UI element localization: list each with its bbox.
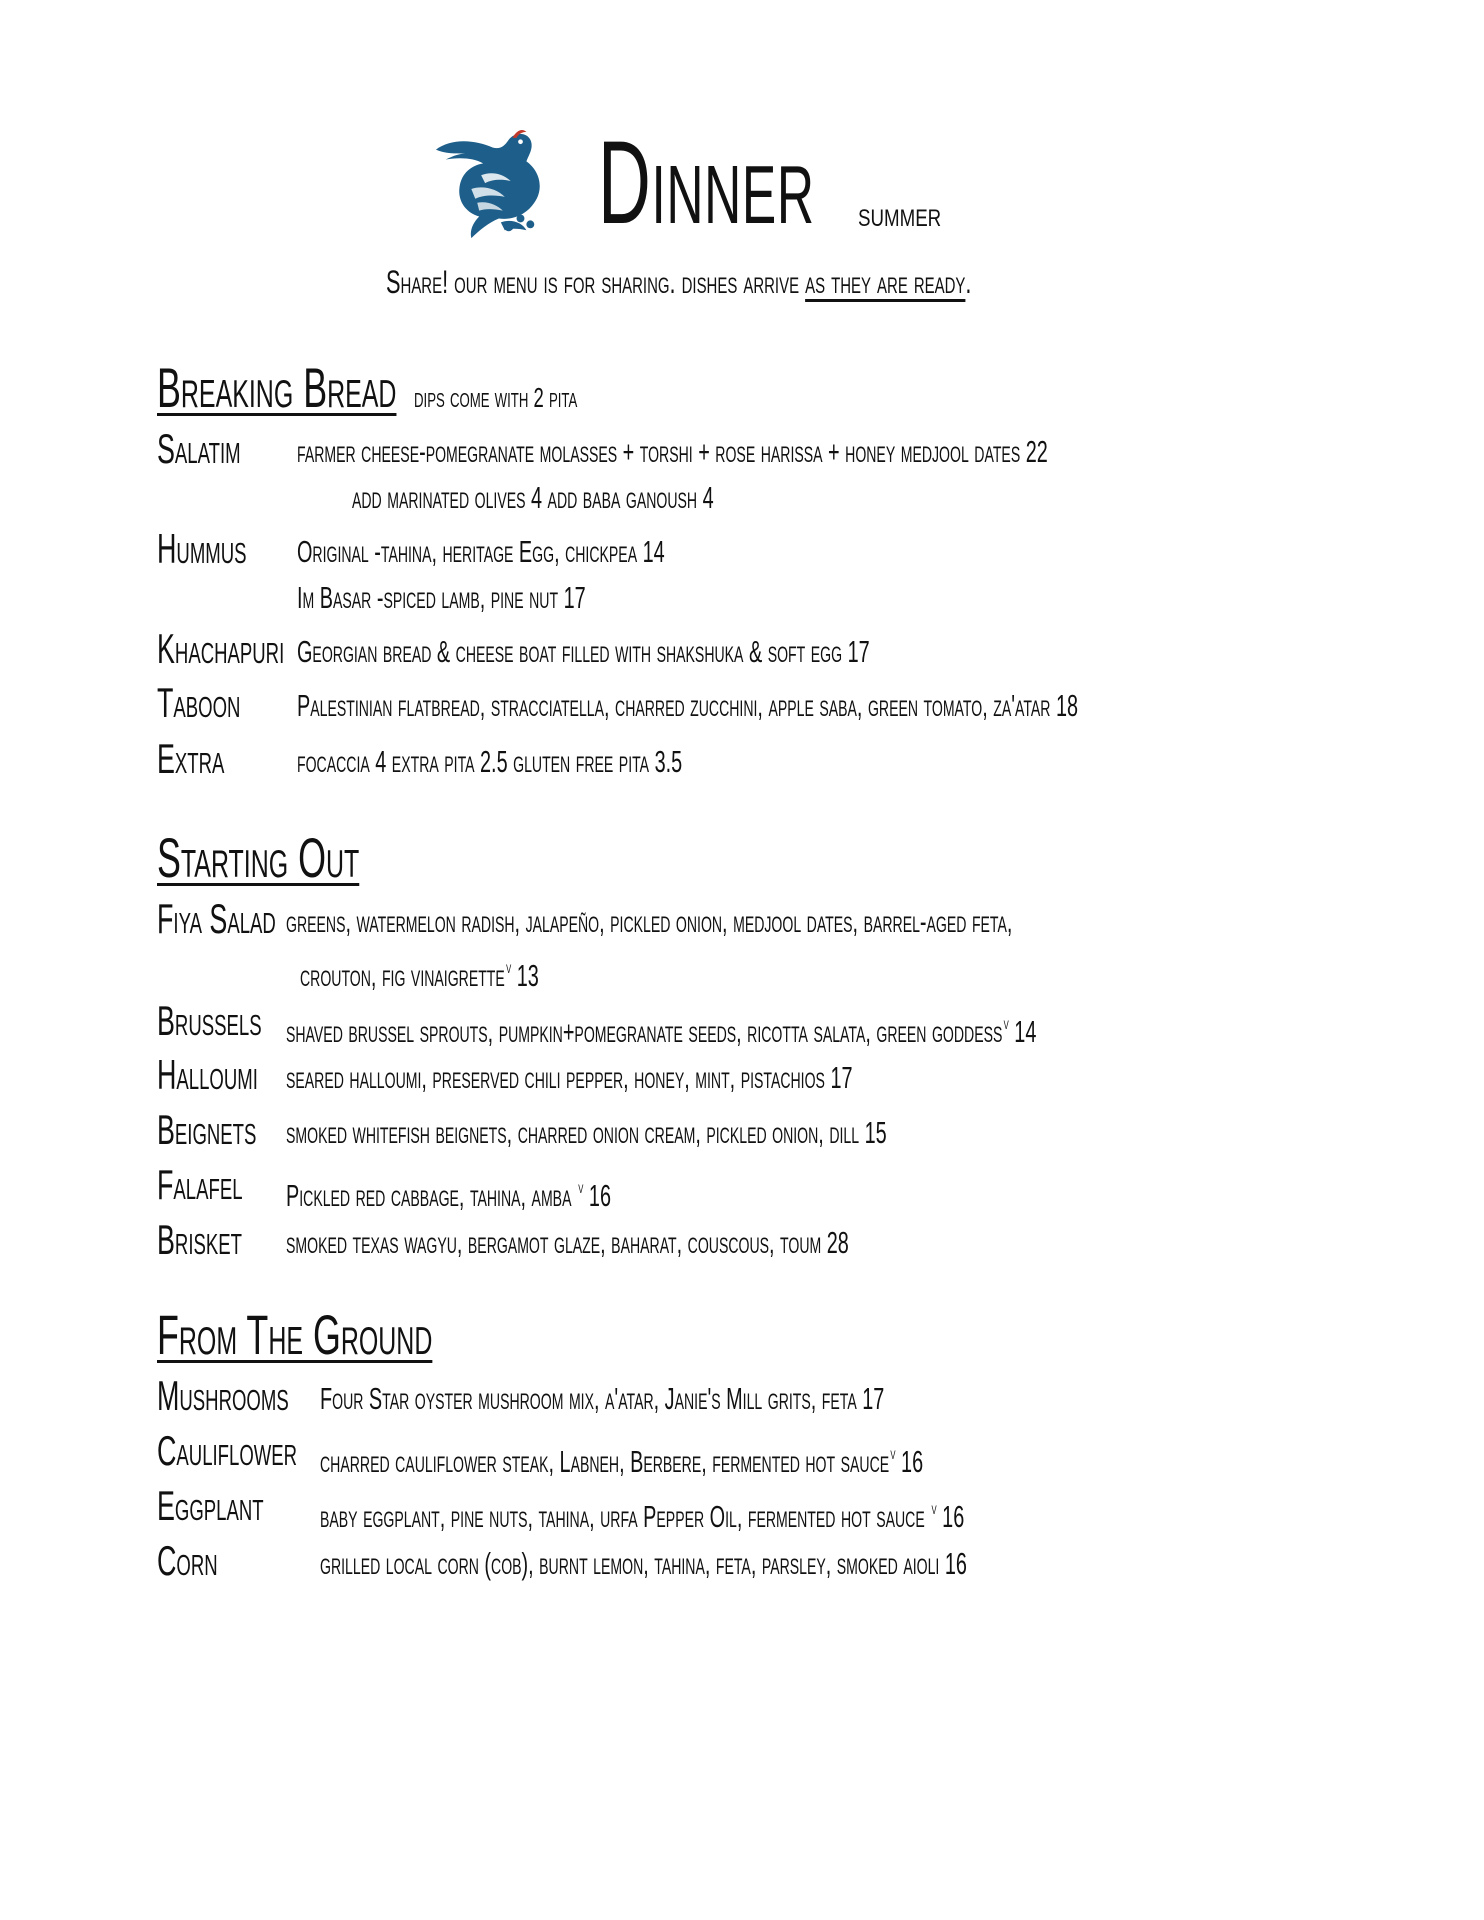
item-description: grilled local corn (cob), burnt lemon, tahina, feta, parsley, smoked aioli 16 <box>320 1546 967 1581</box>
item-price: 16 <box>588 1178 611 1213</box>
item-price: 16 <box>901 1444 924 1479</box>
section-starting-out <box>157 826 1357 1269</box>
item-price: 14 <box>1014 1014 1037 1049</box>
section-title-row <box>157 826 1357 894</box>
item-description-text: shaved brussel sprouts, pumpkin+pomegranate seeds, ricotta salata, green goddess <box>286 1014 1003 1049</box>
section-subtitle: dips come with 2 pita <box>414 382 578 413</box>
item-description: Im Basar -spiced lamb, pine nut 17 <box>297 580 586 615</box>
vegan-mark: v <box>890 1444 896 1463</box>
section-title-row <box>157 1303 1357 1371</box>
item-description: seared halloumi, preserved chili pepper, honey, mint, pistachios 17 <box>286 1060 853 1095</box>
vegan-mark: v <box>1003 1014 1009 1033</box>
section-title-row <box>157 356 1357 424</box>
item-description: greens, watermelon radish, jalapeño, pickled onion, medjool dates, barrel-aged feta, <box>286 904 1013 939</box>
item-name: Salatim <box>157 425 241 472</box>
item-description-row <box>286 1002 1036 1054</box>
item-name: Halloumi <box>157 1051 258 1098</box>
item-description: Georgian bread & cheese boat filled with shakshuka & soft egg 17 <box>297 634 870 669</box>
item-price: 16 <box>942 1499 965 1534</box>
item-description-row <box>320 1432 923 1484</box>
item-description: Original -tahina, heritage Egg, chickpea 14 <box>297 534 665 569</box>
item-name: Brisket <box>157 1216 242 1263</box>
vegan-mark: v <box>931 1499 937 1518</box>
menu-header <box>0 117 1484 250</box>
item-name: Eggplant <box>157 1482 264 1529</box>
tagline <box>386 262 971 302</box>
menu-item <box>157 1105 1357 1160</box>
menu-item <box>157 1050 1357 1105</box>
menu-item <box>157 1426 1357 1481</box>
item-name: Brussels <box>157 997 262 1044</box>
item-name: Mushrooms <box>157 1372 289 1419</box>
item-name: Extra <box>157 735 225 782</box>
menu-item <box>157 424 1357 524</box>
vegan-mark: v <box>578 1178 584 1197</box>
item-name: Beignets <box>157 1106 257 1153</box>
item-description-text: crouton, fig vinaigrette <box>300 958 505 993</box>
menu-item <box>157 1536 1357 1591</box>
item-price: 13 <box>516 958 539 993</box>
section-breaking-bread <box>157 356 1357 788</box>
item-description-continued <box>300 946 539 998</box>
menu-item <box>157 894 1357 996</box>
item-name: Corn <box>157 1537 218 1584</box>
menu-item <box>157 678 1357 734</box>
menu-item <box>157 734 1357 788</box>
item-description-text: charred cauliflower steak, Labneh, Berbere, fermented hot sauce <box>320 1444 890 1479</box>
section-title: Starting Out <box>157 826 360 889</box>
item-name: Khachapuri <box>157 625 285 672</box>
item-name: Fiya Salad <box>157 895 276 942</box>
item-description-addons: add marinated olives 4 add baba ganoush 4 <box>352 480 714 515</box>
item-description-row <box>286 1166 611 1218</box>
menu-item <box>157 1160 1357 1215</box>
menu-item <box>157 1371 1357 1426</box>
item-description: Palestinian flatbread, stracciatella, charred zucchini, apple saba, green tomato, za'atar 18 <box>297 688 1079 723</box>
section-title: From The Ground <box>157 1303 433 1366</box>
menu-item <box>157 624 1357 678</box>
menu-item <box>157 996 1357 1050</box>
item-description-text: Pickled red cabbage, tahina, amba <box>286 1178 572 1213</box>
item-description: focaccia 4 extra pita 2.5 gluten free pita 3.5 <box>297 744 683 779</box>
item-name: Falafel <box>157 1161 243 1208</box>
section-title: Breaking Bread <box>157 356 397 419</box>
item-description-text: baby eggplant, pine nuts, tahina, urfa Pepper Oil, fermented hot sauce <box>320 1499 925 1534</box>
item-name: Hummus <box>157 525 247 572</box>
item-name: Taboon <box>157 679 241 726</box>
menu-item <box>157 1481 1357 1536</box>
item-description: smoked whitefish beignets, charred onion cream, pickled onion, dill 15 <box>286 1115 887 1150</box>
blue-bird-logo-icon <box>432 128 550 246</box>
season-label: summer <box>858 196 942 234</box>
item-description: farmer cheese-pomegranate molasses + torshi + rose harissa + honey medjool dates 22 <box>297 434 1048 469</box>
tagline-end: . <box>965 264 972 300</box>
menu-item <box>157 1215 1357 1269</box>
item-description-row <box>320 1487 964 1539</box>
section-from-the-ground <box>157 1303 1357 1591</box>
menu-item <box>157 524 1357 624</box>
menu-title: Dinner <box>598 117 815 249</box>
vegan-mark: v <box>506 958 512 977</box>
tagline-text: Share! our menu is for sharing. dishes arrive <box>386 264 806 300</box>
item-description: Four Star oyster mushroom mix, a'atar, Janie's Mill grits, feta 17 <box>320 1381 885 1416</box>
item-description: smoked texas wagyu, bergamot glaze, baharat, couscous, toum 28 <box>286 1225 849 1260</box>
item-name: Cauliflower <box>157 1427 298 1474</box>
tagline-underlined: as they are ready <box>805 264 966 300</box>
